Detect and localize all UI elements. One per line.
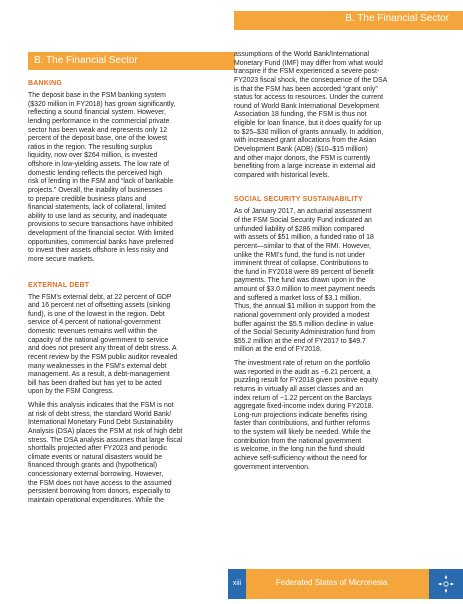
right-column bbox=[234, 51, 438, 472]
external-debt-heading: EXTERNAL DEBT bbox=[28, 281, 90, 289]
page-number: xiii bbox=[228, 569, 246, 599]
external-debt-continued-paragraph: assumptions of the World Bank/International Monetary Fund (IMF) may differ from what would transpire if the FSM experienced a severe post- FY2023 fiscal shock, the consequence of the DSA is that the FSM has been accorded “grant only” status for access to resources. Under the current round of World Bank International Development Association 18 funding, the FSM is thus not eligible for loan finance, but it does qualify for up to $25–$30 million of grants annually. In addition, with increased grant allocations from the Asian Development Bank (ADB) ($10–$15 million) and other major donors, the FSM is currently benefiting from a large increase in external aid compared with historical levels. bbox=[234, 51, 388, 179]
external-debt-paragraph-1: The FSM’s external debt, at 22 percent of GDP and 16 percent net of offsetting assets (sinking fund), is one of the lowest in the region. Debt service of 4 percent of national-government domestic revenues remains well within the capacity of the national government to service and does not present any threat of debt stress. A recent review by the FSM public auditor revealed many weaknesses in the FSM’s external debt management. As a result, a debt-management bill has been drafted but has yet to be acted upon by the FSM Congress. bbox=[28, 293, 178, 396]
left-column bbox=[28, 52, 235, 506]
footer-band bbox=[228, 569, 463, 599]
banking-paragraph: The deposit base in the FSM banking system ($320 million in FY2018) has grown significantly, reflecting a sound financial system. However, lending performance in the commercial private sector has been weak and represents only 12 percent of the deposit base, one of the lowest ratios in the region. The resulting surplus liquidity, now over $264 million, is invested offshore in low-yielding assets. The low rate of domestic lending reflects the perceived high risk of lending in the FSM and “lack of bankable projects.” Overall, the inability of businesses to prepare credible business plans and financial statements, lack of collateral, limited ability to use land as security, and inadequate provisions to secure transactions have inhibited development of the financial sector. With limited opportunities, commercial banks have preferred to invest their assets offshore in less risky and more secure markets. bbox=[28, 92, 176, 263]
running-header-title: B. The Financial Sector bbox=[345, 13, 449, 24]
section-banner: B. The Financial Sector bbox=[28, 52, 235, 70]
header-band bbox=[234, 11, 463, 30]
publication-title: Federated States of Micronesia bbox=[276, 578, 388, 587]
external-debt-paragraph-2: While this analysis indicates that the FSM is not at risk of debt stress, the standard World Bank/ International Monetary Fund Debt Sustainability Analysis (DSA) places the FSM at risk of high debt stress. The DSA analysis assumes that large fiscal shortfalls projected after FY2023 and periodic climate events or natural disasters would be financed through grants and (hypothetical) concessionary external borrowing. However, the FSM does not have access to the assumed persistent borrowing from donors, especially to maintain operational expenditures. While the bbox=[28, 402, 183, 504]
banking-heading: BANKING bbox=[28, 80, 63, 87]
social-security-heading: SOCIAL SECURITY SUSTAINABILITY bbox=[234, 196, 363, 204]
seal-icon bbox=[429, 569, 463, 599]
social-security-paragraph-2: The investment rate of return on the portfolio was reported in the audit as −6.21 percent, a puzzling result for FY2018 given positive equity returns in virtually all asset classes and an index return of −1.22 percent on the Barclays aggregate fixed-income index during FY2018. Long-run projections indicate benefits rising faster than contributions, and further reforms to the system will likely be needed. While the contribution from the national government is welcome, in the long run the fund should achieve self-sufficiency without the need for government intervention. bbox=[234, 360, 379, 471]
social-security-paragraph-1: As of January 2017, an actuarial assessment of the FSM Social Security Fund indicated an unfunded liability of $286 million compared with assets of $51 million, a funded ratio of 18 percent—similar to that of the RMI. However, unlike the RMI’s fund, the fund is not under imminent threat of collapse. Contributions to the fund in FY2018 were 89 percent of benefit payments. The fund was drawn upon in the amount of $3.0 million to meet payment needs and suffered a market loss of $3.1 million. Thus, the annual $1 million in support from the national government only provided a modest buffer against the $5.5 million decline in value of the Social Security Administration fund from $55.2 million at the end of FY2017 to $49.7 million at the end of FY2018. bbox=[234, 208, 376, 354]
